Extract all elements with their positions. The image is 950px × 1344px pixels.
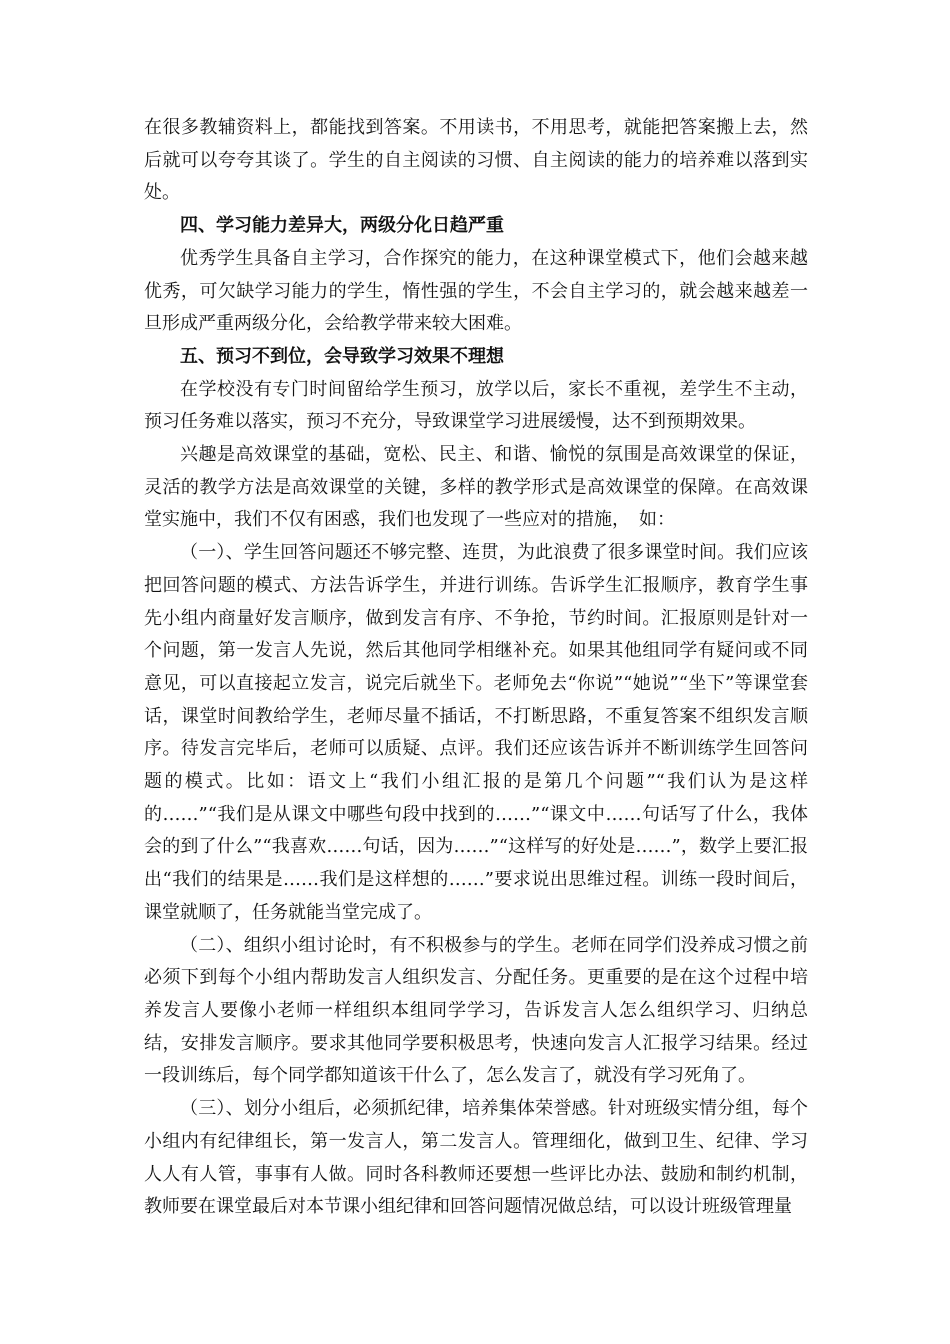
paragraph-interest: 兴趣是高效课堂的基础，宽松、民主、和谐、愉悦的氛围是高效课堂的保证，灵活的教学方法是高效课堂的关键，多样的教学形式是高效课堂的保障。在高效课堂实施中，我们不仅有困惑，我们也发现了一些应对的措施， 如： [144,444,808,531]
paragraph-measure-3: （三）、划分小组后，必须抓纪律，培养集体荣誉感。针对班级实情分组，每个小组内有纪律组长，第一发言人，第二发言人。管理细化，做到卫生、纪律、学习人人有人管，事事有人做。同时各科教师还要想一些评比办法、鼓励和制约机制，教师要在课堂最后对本节课小组纪律和回答问题情况做总结，可以设计班级管理量 [144,1098,808,1218]
document-page [144,112,808,1224]
paragraph-continuation: 在很多教辅资料上，都能找到答案。不用读书，不用思考，就能把答案搬上去，然后就可以夸夸其谈了。学生的自主阅读的习惯、自主阅读的能力的培养难以落到实处。 [144,117,808,204]
paragraph-ability-gap: 优秀学生具备自主学习，合作探究的能力，在这种课堂模式下，他们会越来越优秀，可欠缺学习能力的学生，惰性强的学生，不会自主学习的，就会越来越差一旦形成严重两级分化，会给教学带来较大困难。 [144,247,808,335]
paragraph-measure-1: （一）、学生回答问题还不够完整、连贯，为此浪费了很多课堂时间。我们应该把回答问题的模式、方法告诉学生，并进行训练。告诉学生汇报顺序，教育学生事先小组内商量好发言顺序，做到发言有序、不争抢，节约时间。汇报原则是针对一个问题，第一发言人先说，然后其他同学相继补充。如果其他组同学有疑问或不同意见，可以直接起立发言，说完后就坐下。老师免去“你说”“她说”“坐下”等课堂套话，课堂时间教给学生，老师尽量不插话，不打断思路，不重复答案不组织发言顺序。待发言完毕后，老师可以质疑、点评。我们还应该告诉并不断训练学生回答问题的模式。比如：语文上“我们小组汇报的是第几个问题”“我们认为是这样的……”“我们是从课文中哪些句段中找到的……”“课文中……句话写了什么，我体会的到了什么”“我喜欢……句话，因为……”“这样写的好处是……”，数学上要汇报出“我们的结果是……我们是这样想的……”要求说出思维过程。训练一段时间后，课堂就顺了，任务就能当堂完成了。 [144,542,808,923]
paragraph-preview: 在学校没有专门时间留给学生预习，放学以后，家长不重视，差学生不主动，预习任务难以落实，预习不充分，导致课堂学习进展缓慢，达不到预期效果。 [144,378,808,433]
paragraph-measure-2: （二）、组织小组讨论时，有不积极参与的学生。老师在同学们没养成习惯之前必须下到每个小组内帮助发言人组织发言、分配任务。更重要的是在这个过程中培养发言人要像小老师一样组织本组同学学习，告诉发言人怎么组织学习、归纳总结，安排发言顺序。要求其他同学要积极思考，快速向发言人汇报学习结果。经过一段训练后，每个同学都知道该干什么了，怎么发言了，就没有学习死角了。 [144,934,808,1087]
section-heading-4: 四、学习能力差异大，两级分化日趋严重 [180,215,504,237]
section-heading-5: 五、预习不到位，会导致学习效果不理想 [180,345,504,367]
